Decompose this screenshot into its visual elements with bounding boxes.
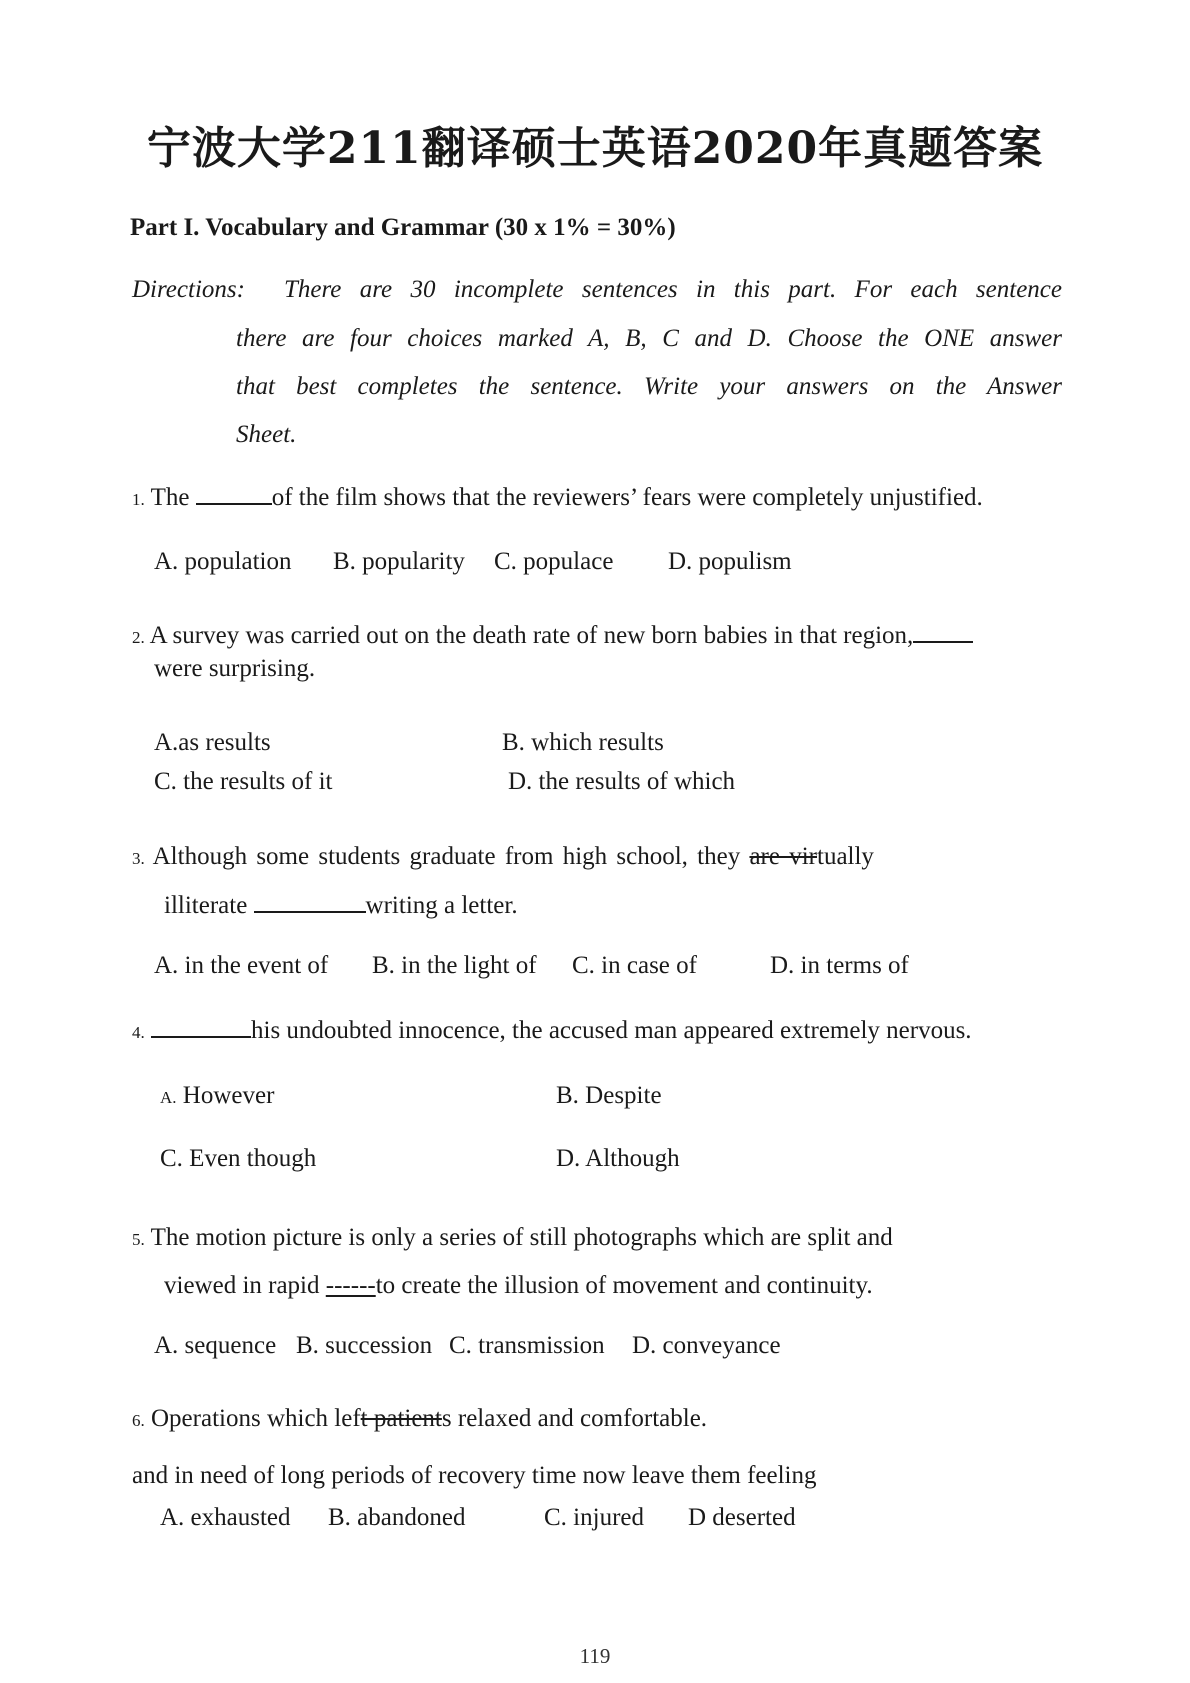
option-d: D. conveyance: [632, 1332, 781, 1359]
directions-line: there are four choices marked A, B, C and D. Choose the ONE answer: [236, 325, 1062, 352]
stem-text: illiterate: [164, 892, 254, 919]
stem-text: Although some students graduate from high school, they: [152, 843, 750, 870]
part-heading: Part I. Vocabulary and Grammar (30 x 1% = 30%): [130, 214, 676, 241]
stem-text: his undoubted innocence, the accused man appeared extremely nervous.: [251, 1017, 972, 1044]
question-stem: [132, 484, 983, 512]
question-number: 2.: [132, 628, 145, 647]
question-number: 4.: [132, 1023, 145, 1042]
option-a: A. in the event of: [154, 952, 329, 979]
stem-text: of the film shows that the reviewers’ fears were completely unjustified.: [271, 484, 983, 511]
option-a: A.as results: [154, 729, 271, 756]
stem-text: and in need of long periods of recovery time now leave them feeling: [132, 1462, 817, 1489]
option-a: A. exhausted: [160, 1504, 291, 1531]
option-d: D. in terms of: [770, 952, 909, 979]
answer-blank: ------: [325, 1272, 376, 1299]
option-a: [160, 1082, 274, 1110]
stem-text: s relaxed and comfortable.: [441, 1405, 708, 1432]
option-c: C. in case of: [572, 952, 697, 979]
stem-text: writing a letter.: [365, 892, 518, 919]
stem-text: to create the illusion of movement and continuity.: [375, 1272, 873, 1299]
question-number: 6.: [132, 1411, 145, 1430]
answer-blank: [151, 1035, 251, 1038]
struck-text: are vir: [749, 843, 817, 870]
option-c: C. injured: [544, 1504, 644, 1531]
struck-text: t patient: [360, 1405, 442, 1432]
option-a: A. sequence: [154, 1332, 277, 1359]
option-d: D. the results of which: [508, 768, 736, 795]
option-c: C. the results of it: [154, 768, 333, 795]
option-c: C. Even though: [160, 1145, 317, 1172]
stem-text: The: [150, 484, 196, 511]
question-number: 1.: [132, 490, 145, 509]
question-number: 3.: [132, 849, 145, 868]
option-letter: A.: [160, 1088, 177, 1107]
question-stem: [132, 843, 874, 871]
option-b: B. abandoned: [328, 1504, 466, 1531]
question-stem-line2: [164, 892, 518, 920]
option-d: D. populism: [668, 548, 792, 575]
option-c: C. populace: [494, 548, 614, 575]
directions-line: Sheet.: [236, 421, 297, 448]
option-d: D deserted: [688, 1504, 796, 1531]
question-stem: [132, 622, 973, 650]
stem-text: viewed in rapid: [164, 1272, 326, 1299]
answer-blank: [196, 502, 272, 505]
option-text: However: [176, 1082, 275, 1109]
stem-text: were surprising.: [154, 655, 316, 682]
option-b: B. which results: [502, 729, 664, 756]
question-stem: [132, 1017, 972, 1045]
option-b: B. Despite: [556, 1082, 662, 1109]
directions-label: Directions:: [132, 276, 245, 303]
option-b: B. succession: [296, 1332, 433, 1359]
question-number: 5.: [132, 1230, 145, 1249]
option-b: B. in the light of: [372, 952, 537, 979]
document-title: 宁波大学211翻译硕士英语2020年真题答案: [146, 123, 1044, 174]
directions-line: There are 30 incomplete sentences in this part. For each sentence: [284, 276, 1062, 303]
stem-text: The motion picture is only a series of still photographs which are split and: [150, 1224, 893, 1251]
option-c: C. transmission: [449, 1332, 605, 1359]
directions-line: that best completes the sentence. Write your answers on the Answer: [236, 373, 1062, 400]
stem-text: Operations which lef: [151, 1405, 361, 1432]
stem-text: tually: [817, 843, 874, 870]
answer-blank: [254, 910, 366, 913]
stem-text: A survey was carried out on the death rate of new born babies in that region,: [149, 622, 914, 649]
option-d: D. Although: [556, 1145, 680, 1172]
question-stem-line2: [164, 1272, 873, 1300]
question-stem: [132, 1224, 893, 1252]
option-a: A. population: [154, 548, 292, 575]
question-stem: [132, 1405, 707, 1433]
option-b: B. popularity: [333, 548, 465, 575]
page-number: 119: [579, 1644, 611, 1668]
answer-blank: [913, 640, 973, 643]
